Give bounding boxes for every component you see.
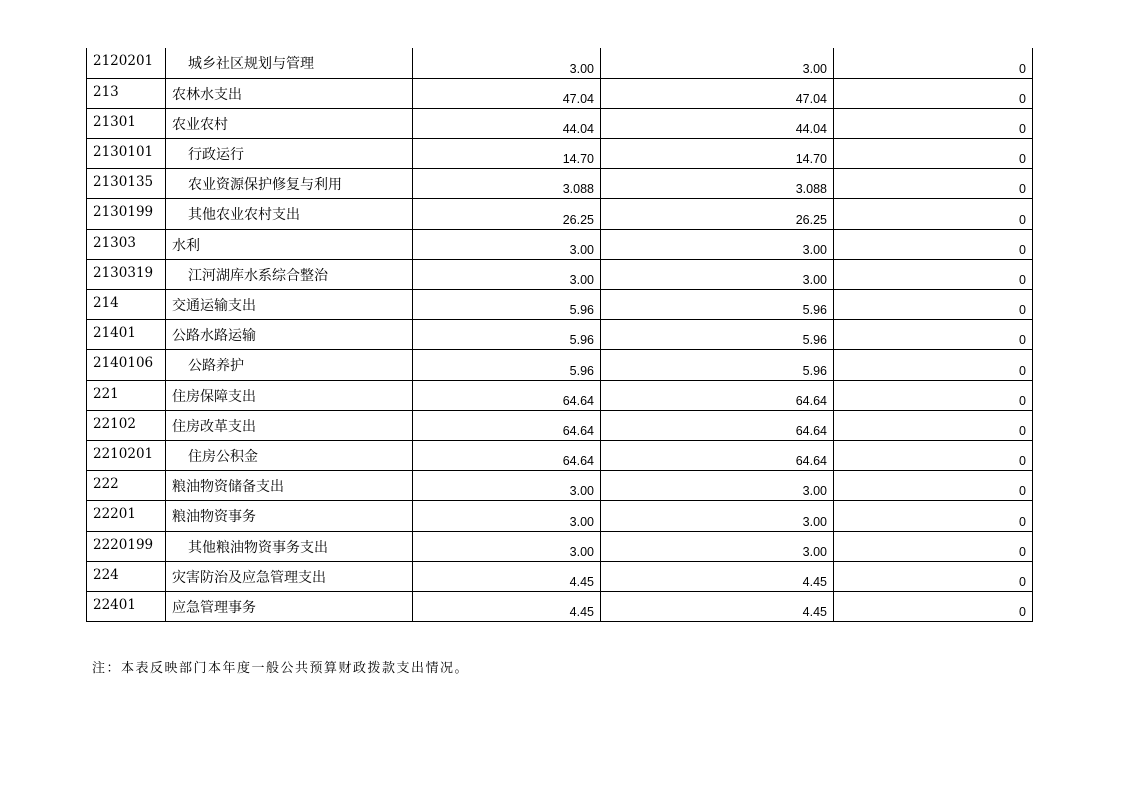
table-row	[87, 471, 1033, 501]
subject-name-cell: 农业农村	[166, 108, 413, 138]
expenditure-table	[86, 48, 1033, 622]
project-expenditure-cell: 0	[834, 380, 1033, 410]
table-row	[87, 410, 1033, 440]
subject-code-cell: 21303	[87, 229, 166, 259]
table-row	[87, 531, 1033, 561]
subject-name-cell: 水利	[166, 229, 413, 259]
basic-expenditure-cell: 44.04	[601, 108, 834, 138]
basic-expenditure-cell: 3.00	[601, 531, 834, 561]
table-row	[87, 320, 1033, 350]
table-footnote: 注：本表反映部门本年度一般公共预算财政拨款支出情况。	[92, 661, 470, 676]
subject-code-cell: 222	[87, 471, 166, 501]
total-amount-cell: 64.64	[413, 380, 601, 410]
total-amount-cell: 3.00	[413, 501, 601, 531]
basic-expenditure-cell: 64.64	[601, 440, 834, 470]
total-amount-cell: 26.25	[413, 199, 601, 229]
total-amount-cell: 5.96	[413, 320, 601, 350]
total-amount-cell: 4.45	[413, 591, 601, 621]
subject-code-cell: 2130199	[87, 199, 166, 229]
subject-code-cell: 22102	[87, 410, 166, 440]
table-row	[87, 199, 1033, 229]
basic-expenditure-cell: 3.00	[601, 501, 834, 531]
project-expenditure-cell: 0	[834, 139, 1033, 169]
total-amount-cell: 3.00	[413, 259, 601, 289]
basic-expenditure-cell: 3.00	[601, 48, 834, 78]
table-row	[87, 350, 1033, 380]
subject-name-cell: 其他粮油物资事务支出	[166, 531, 413, 561]
subject-name-cell: 住房改革支出	[166, 410, 413, 440]
total-amount-cell: 3.088	[413, 169, 601, 199]
table-row	[87, 561, 1033, 591]
basic-expenditure-cell: 14.70	[601, 139, 834, 169]
basic-expenditure-cell: 47.04	[601, 78, 834, 108]
subject-code-cell: 22201	[87, 501, 166, 531]
basic-expenditure-cell: 4.45	[601, 591, 834, 621]
subject-code-cell: 2140106	[87, 350, 166, 380]
total-amount-cell: 3.00	[413, 471, 601, 501]
subject-name-cell: 应急管理事务	[166, 591, 413, 621]
table-row	[87, 48, 1033, 78]
subject-code-cell: 21401	[87, 320, 166, 350]
total-amount-cell: 14.70	[413, 139, 601, 169]
table-row	[87, 259, 1033, 289]
project-expenditure-cell: 0	[834, 471, 1033, 501]
total-amount-cell: 3.00	[413, 531, 601, 561]
basic-expenditure-cell: 5.96	[601, 290, 834, 320]
basic-expenditure-cell: 3.00	[601, 471, 834, 501]
project-expenditure-cell: 0	[834, 440, 1033, 470]
basic-expenditure-cell: 26.25	[601, 199, 834, 229]
project-expenditure-cell: 0	[834, 169, 1033, 199]
total-amount-cell: 3.00	[413, 229, 601, 259]
basic-expenditure-cell: 5.96	[601, 350, 834, 380]
table-body	[87, 48, 1033, 622]
project-expenditure-cell: 0	[834, 229, 1033, 259]
subject-name-cell: 灾害防治及应急管理支出	[166, 561, 413, 591]
project-expenditure-cell: 0	[834, 320, 1033, 350]
table-row	[87, 108, 1033, 138]
project-expenditure-cell: 0	[834, 199, 1033, 229]
table-row	[87, 501, 1033, 531]
subject-code-cell: 21301	[87, 108, 166, 138]
total-amount-cell: 5.96	[413, 290, 601, 320]
subject-name-cell: 交通运输支出	[166, 290, 413, 320]
subject-code-cell: 224	[87, 561, 166, 591]
subject-name-cell: 农林水支出	[166, 78, 413, 108]
subject-name-cell: 城乡社区规划与管理	[166, 48, 413, 78]
basic-expenditure-cell: 3.088	[601, 169, 834, 199]
total-amount-cell: 44.04	[413, 108, 601, 138]
basic-expenditure-cell: 64.64	[601, 380, 834, 410]
project-expenditure-cell: 0	[834, 259, 1033, 289]
table-row	[87, 290, 1033, 320]
total-amount-cell: 64.64	[413, 440, 601, 470]
basic-expenditure-cell: 5.96	[601, 320, 834, 350]
table-row	[87, 229, 1033, 259]
subject-name-cell: 粮油物资事务	[166, 501, 413, 531]
subject-name-cell: 其他农业农村支出	[166, 199, 413, 229]
subject-name-cell: 住房保障支出	[166, 380, 413, 410]
table-row	[87, 139, 1033, 169]
subject-name-cell: 行政运行	[166, 139, 413, 169]
subject-code-cell: 2220199	[87, 531, 166, 561]
subject-name-cell: 公路水路运输	[166, 320, 413, 350]
project-expenditure-cell: 0	[834, 78, 1033, 108]
subject-code-cell: 221	[87, 380, 166, 410]
subject-name-cell: 粮油物资储备支出	[166, 471, 413, 501]
project-expenditure-cell: 0	[834, 591, 1033, 621]
subject-code-cell: 2120201	[87, 48, 166, 78]
project-expenditure-cell: 0	[834, 561, 1033, 591]
table-row	[87, 591, 1033, 621]
subject-code-cell: 22401	[87, 591, 166, 621]
subject-code-cell: 2130101	[87, 139, 166, 169]
subject-code-cell: 214	[87, 290, 166, 320]
subject-code-cell: 213	[87, 78, 166, 108]
table-row	[87, 380, 1033, 410]
table-row	[87, 440, 1033, 470]
project-expenditure-cell: 0	[834, 290, 1033, 320]
total-amount-cell: 3.00	[413, 48, 601, 78]
project-expenditure-cell: 0	[834, 410, 1033, 440]
project-expenditure-cell: 0	[834, 350, 1033, 380]
subject-code-cell: 2130135	[87, 169, 166, 199]
basic-expenditure-cell: 3.00	[601, 229, 834, 259]
subject-name-cell: 江河湖库水系综合整治	[166, 259, 413, 289]
project-expenditure-cell: 0	[834, 501, 1033, 531]
subject-name-cell: 住房公积金	[166, 440, 413, 470]
subject-name-cell: 公路养护	[166, 350, 413, 380]
total-amount-cell: 4.45	[413, 561, 601, 591]
basic-expenditure-cell: 3.00	[601, 259, 834, 289]
project-expenditure-cell: 0	[834, 531, 1033, 561]
subject-code-cell: 2130319	[87, 259, 166, 289]
subject-code-cell: 2210201	[87, 440, 166, 470]
table-row	[87, 78, 1033, 108]
basic-expenditure-cell: 4.45	[601, 561, 834, 591]
total-amount-cell: 5.96	[413, 350, 601, 380]
project-expenditure-cell: 0	[834, 108, 1033, 138]
total-amount-cell: 47.04	[413, 78, 601, 108]
basic-expenditure-cell: 64.64	[601, 410, 834, 440]
project-expenditure-cell: 0	[834, 48, 1033, 78]
subject-name-cell: 农业资源保护修复与利用	[166, 169, 413, 199]
table-row	[87, 169, 1033, 199]
total-amount-cell: 64.64	[413, 410, 601, 440]
